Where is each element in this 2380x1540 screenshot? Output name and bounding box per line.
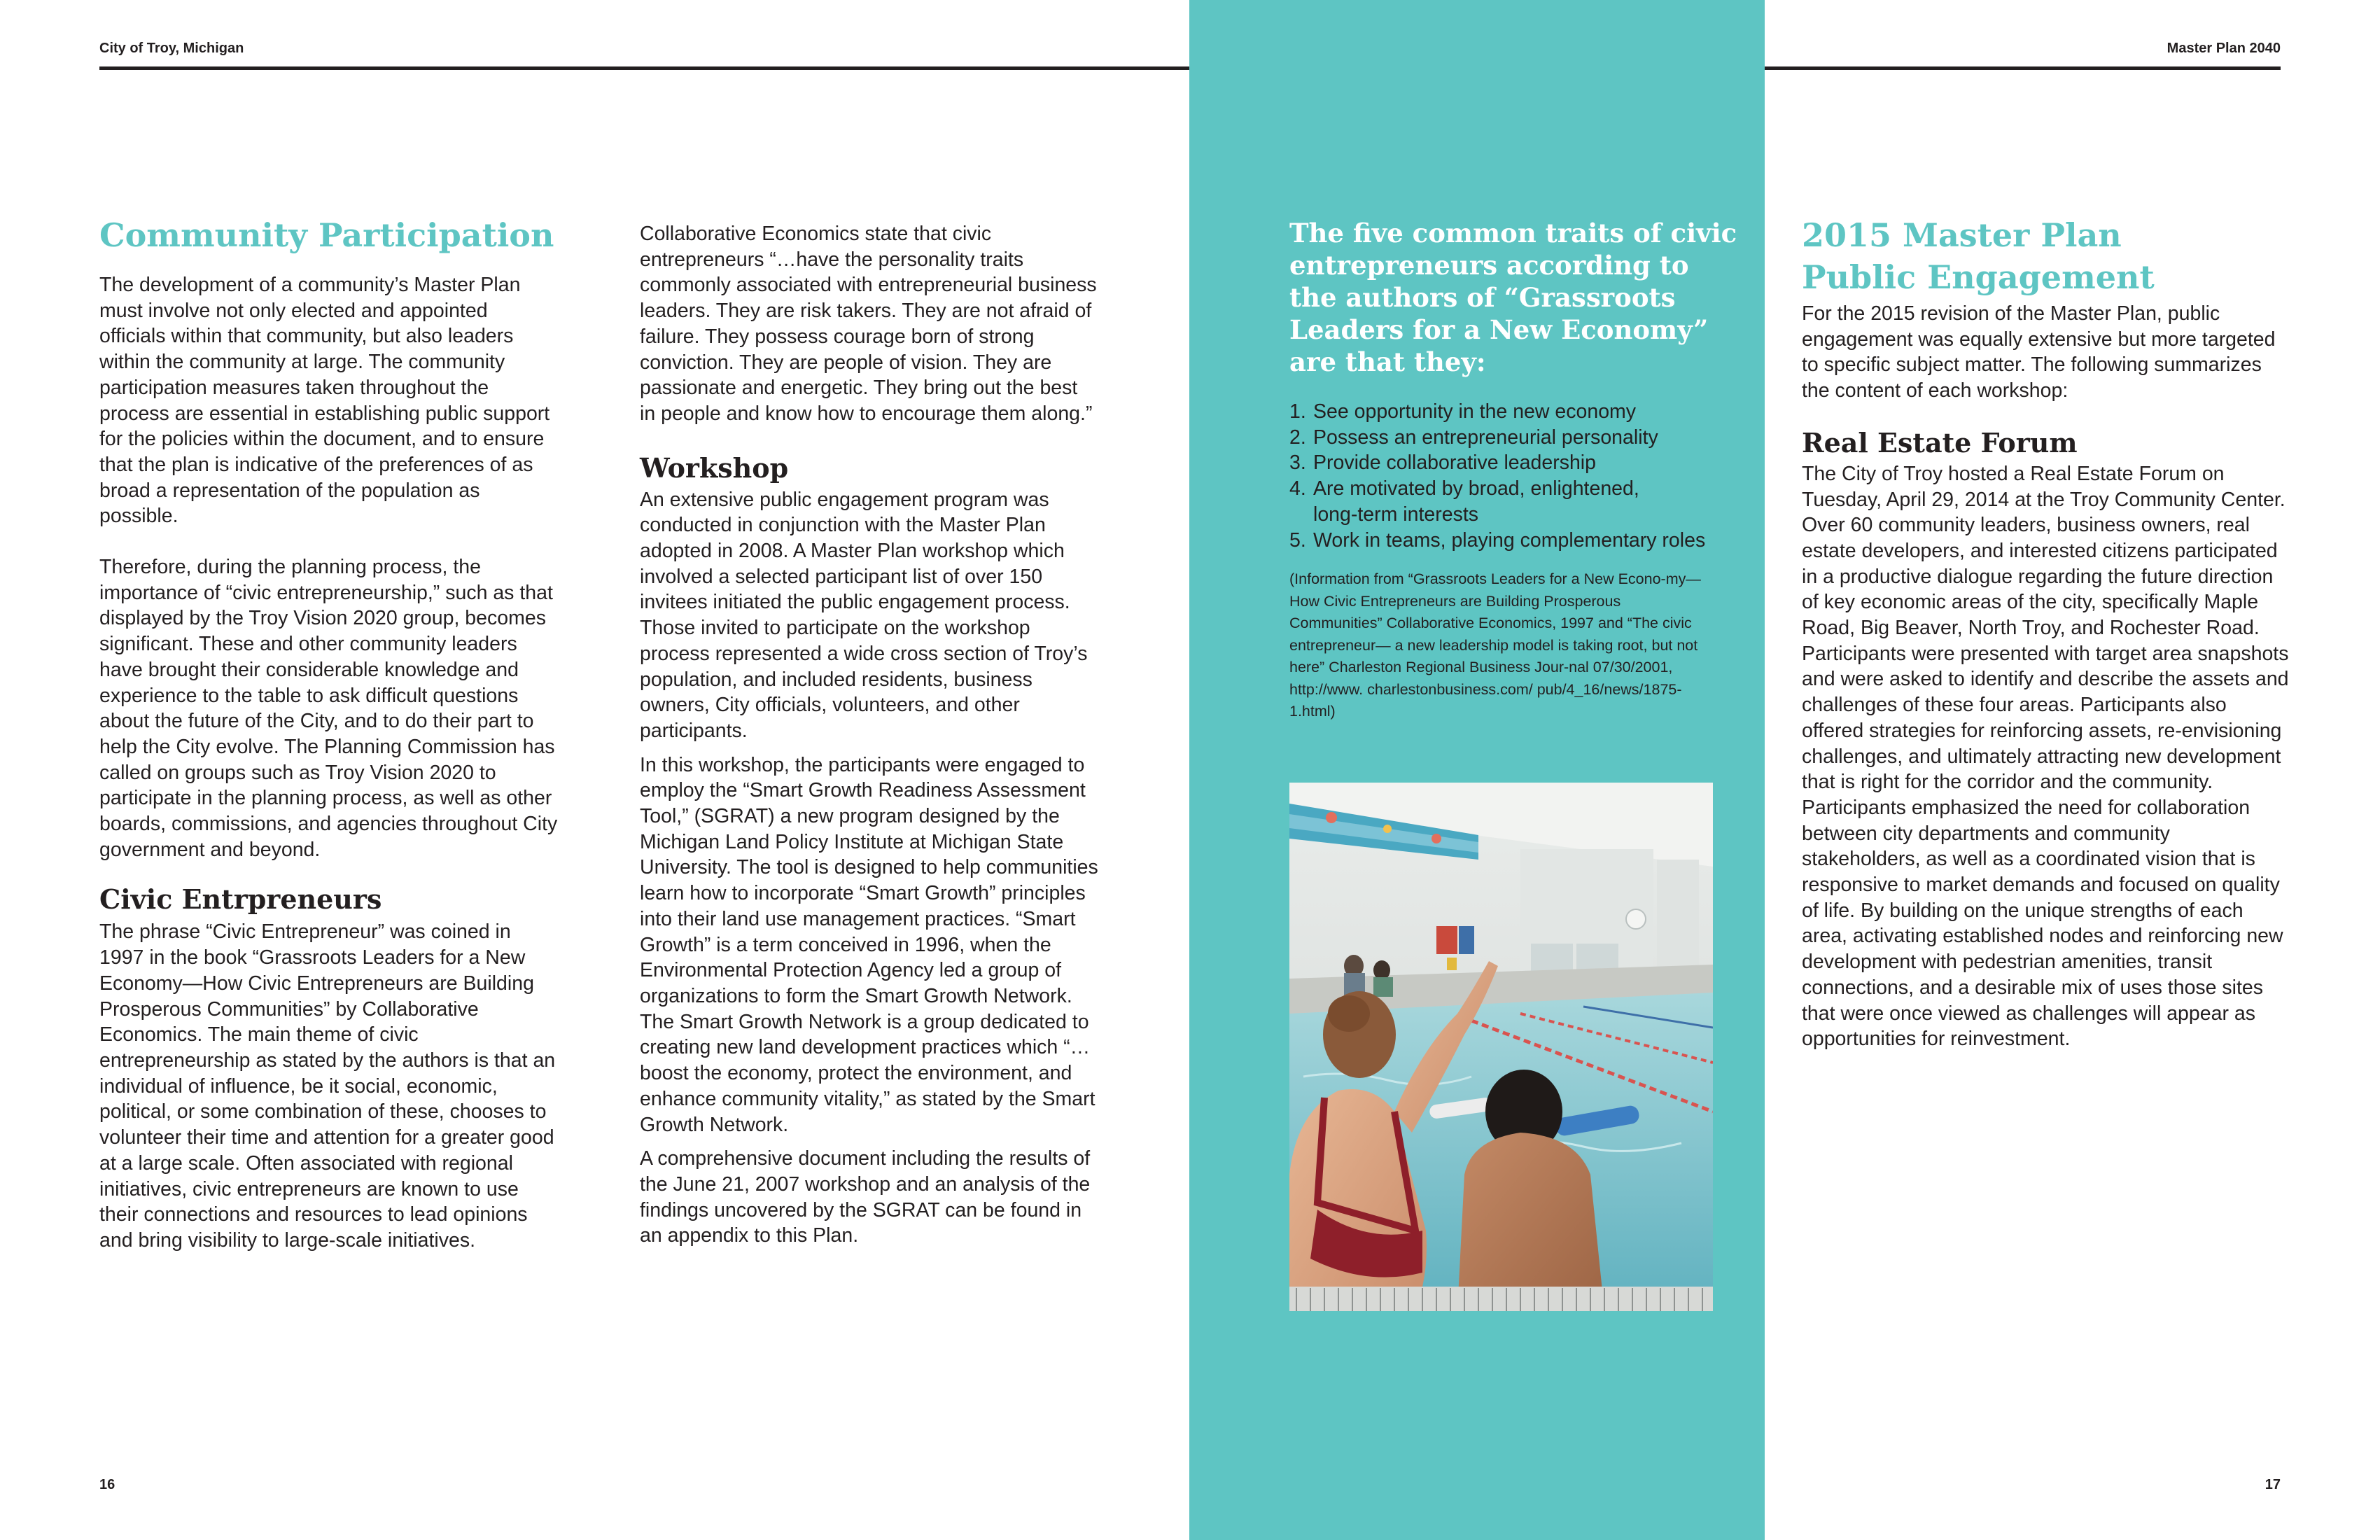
page-number-right: 17	[2264, 1477, 2281, 1492]
paragraph: The development of a community’s Master Plan must involve not only elected and appointed officials within that community, but also leaders within the community at large. The community participation measures taken throughout the process are essential in establishing public support for the policies within the document, and to ensure that the plan is indicative of the preferences of as broad a representation of the population as possible.	[99, 274, 550, 528]
list-item	[1289, 450, 1737, 476]
paragraph: An extensive public engagement program was conducted in conjunction with the Master Plan adopted in 2008. A Master Plan workshop which involved a selected participant list of over 150 invitees initiated the public engagement process. Those invited to participate on the workshop process represented a wide cross section of Troy’s population, and included residents, business owners, City officials, volunteers, and other participants.	[640, 488, 1088, 742]
list-text: See opportunity in the new economy	[1313, 400, 1637, 423]
list-item	[1289, 476, 1737, 527]
section-title-2015-engagement: 2015 Master Plan Public Engagement	[1802, 216, 2155, 296]
paragraph: Therefore, during the planning process, the importance of “civic entrepreneurship,” such as that displayed by the Troy Vision 2020 group, becomes significant. These and other community leaders have brought their considerable knowledge and experience to the table to ask difficult questions about the future of the City, and to do their part to help the City evolve. The Planning Commission has called on groups such as Troy Vision 2020 to participate in the planning process, as well as other boards, commissions, and agencies throughout City government and beyond.	[99, 556, 558, 861]
subhead-civic-entrepreneurs: Civic Entrpreneurs	[99, 883, 382, 916]
pool-photo-illustration	[1289, 783, 1713, 1311]
list-number: 2.	[1289, 426, 1306, 449]
header-rule-right	[1765, 66, 2281, 70]
running-header-right: Master Plan 2040	[2166, 41, 2281, 56]
paragraph: A comprehensive document including the results of the June 21, 2007 workshop and an analysis of the findings uncovered by the SGRAT can be found in an appendix to this Plan.	[640, 1147, 1091, 1247]
header-rule-left	[99, 66, 1189, 70]
list-number: 5.	[1289, 528, 1306, 552]
paragraph: Collaborative Economics state that civic entrepreneurs “…have the personality traits commonly associated with entrepreneurial business leaders. They are risk takers. They are not afraid of failure. They possess courage born of strong conviction. They are people of vision. They are passionate and energetic. They bring out the best in people and know how to encourage them along.”	[640, 223, 1097, 425]
section-title-community-participation: Community Participation	[99, 216, 554, 254]
running-header-left: City of Troy, Michigan	[99, 41, 244, 56]
subhead-real-estate-forum: Real Estate Forum	[1802, 426, 2078, 458]
list-text: Possess an entrepreneurial personality	[1313, 426, 1658, 449]
list-item	[1289, 399, 1737, 425]
source-citation: (Information from “Grassroots Leaders for a New Econo-my— How Civic Entrepreneurs are Building Prosperous Communities” Collaborative Economics, 1997 and “The civic entrepreneur— a new leadership model is taking root, but not here” Charleston Regional Business Jour-nal 07/30/2001, http://www. charlestonbusiness.com/ pub/4_16/news/1875-1.html)	[1289, 570, 1701, 720]
column-workshop	[640, 221, 1098, 1249]
column-2015-engagement	[1802, 214, 2292, 1052]
page-number-left: 16	[99, 1477, 115, 1492]
pool-photo	[1289, 783, 1713, 1311]
subhead-workshop: Workshop	[640, 451, 789, 484]
paragraph: For the 2015 revision of the Master Plan, public engagement was equally extensive but more targeted to specific subject matter. The following summarizes the content of each workshop:	[1802, 302, 2276, 402]
traits-list	[1289, 399, 1737, 553]
paragraph: The City of Troy hosted a Real Estate Forum on Tuesday, April 29, 2014 at the Troy Community Center. Over 60 community leaders, business owners, real estate developers, and interested citizens participated in a productive dialogue regarding the future direction of key economic areas of the city, specifically Maple Road, Big Beaver, North Troy, and Rochester Road. Participants were presented with target area snapshots and were asked to identify and describe the assets and challenges of these four areas. Participants also offered strategies for reinforcing assets, re-envisioning challenges, and ultimately attracting new development that is right for the corridor and the community. Participants emphasized the need for collaboration between city departments and community stakeholders, as well as a coordinated vision that is responsive to market demands and focused on quality of life. By building on the unique strengths of each area, activating established nodes and reinforcing new development with pedestrian amenities, transit connections, and a desirable mix of uses those sites that were once viewed as challenges will appear as opportunities for reinvestment.	[1802, 462, 2289, 1051]
traits-heading: The five common traits of civic entrepreneurs according to the authors of “Grassroots Leaders for a New Economy” are that they:	[1289, 218, 1737, 377]
column-civic-traits	[1289, 217, 1737, 723]
list-item	[1289, 425, 1737, 451]
column-community-participation	[99, 214, 558, 1254]
list-text: Work in teams, playing complementary roles	[1313, 528, 1706, 552]
paragraph: The phrase “Civic Entrepreneur” was coined in 1997 in the book “Grassroots Leaders for a New Economy—How Civic Entrepreneurs are Building Prosperous Communities” by Collaborative Economics. The main theme of civic entrepreneurship as stated by the authors is that an individual of influence, be it social, economic, political, or some combination of these, chooses to volunteer their time and attention for a greater good at a large scale. Often associated with regional initiatives, civic entrepreneurs are known to use their connections and resources to lead opinions and bring visibility to large-scale initiatives.	[99, 920, 556, 1252]
list-number: 3.	[1289, 451, 1306, 475]
list-number: 1.	[1289, 400, 1306, 423]
list-item	[1289, 528, 1737, 554]
paragraph: In this workshop, the participants were engaged to employ the “Smart Growth Readiness Assessment Tool,” (SGRAT) a new program designed by the Michigan Land Policy Institute at Michigan State University. The tool is designed to help communities learn how to incorporate “Smart Growth” principles into their land use management practices. “Smart Growth” is a term conceived in 1996, when the Environmental Protection Agency led a group of organizations to form the Smart Growth Network. The Smart Growth Network is a group dedicated to creating new land development practices which “…boost the economy, protect the environment, and enhance community vitality,” as stated by the Smart Growth Network.	[640, 753, 1098, 1136]
list-number: 4.	[1289, 477, 1306, 500]
list-text: Are motivated by broad, enlightened, long-term interests	[1313, 477, 1639, 526]
list-text: Provide collaborative leadership	[1313, 451, 1596, 475]
